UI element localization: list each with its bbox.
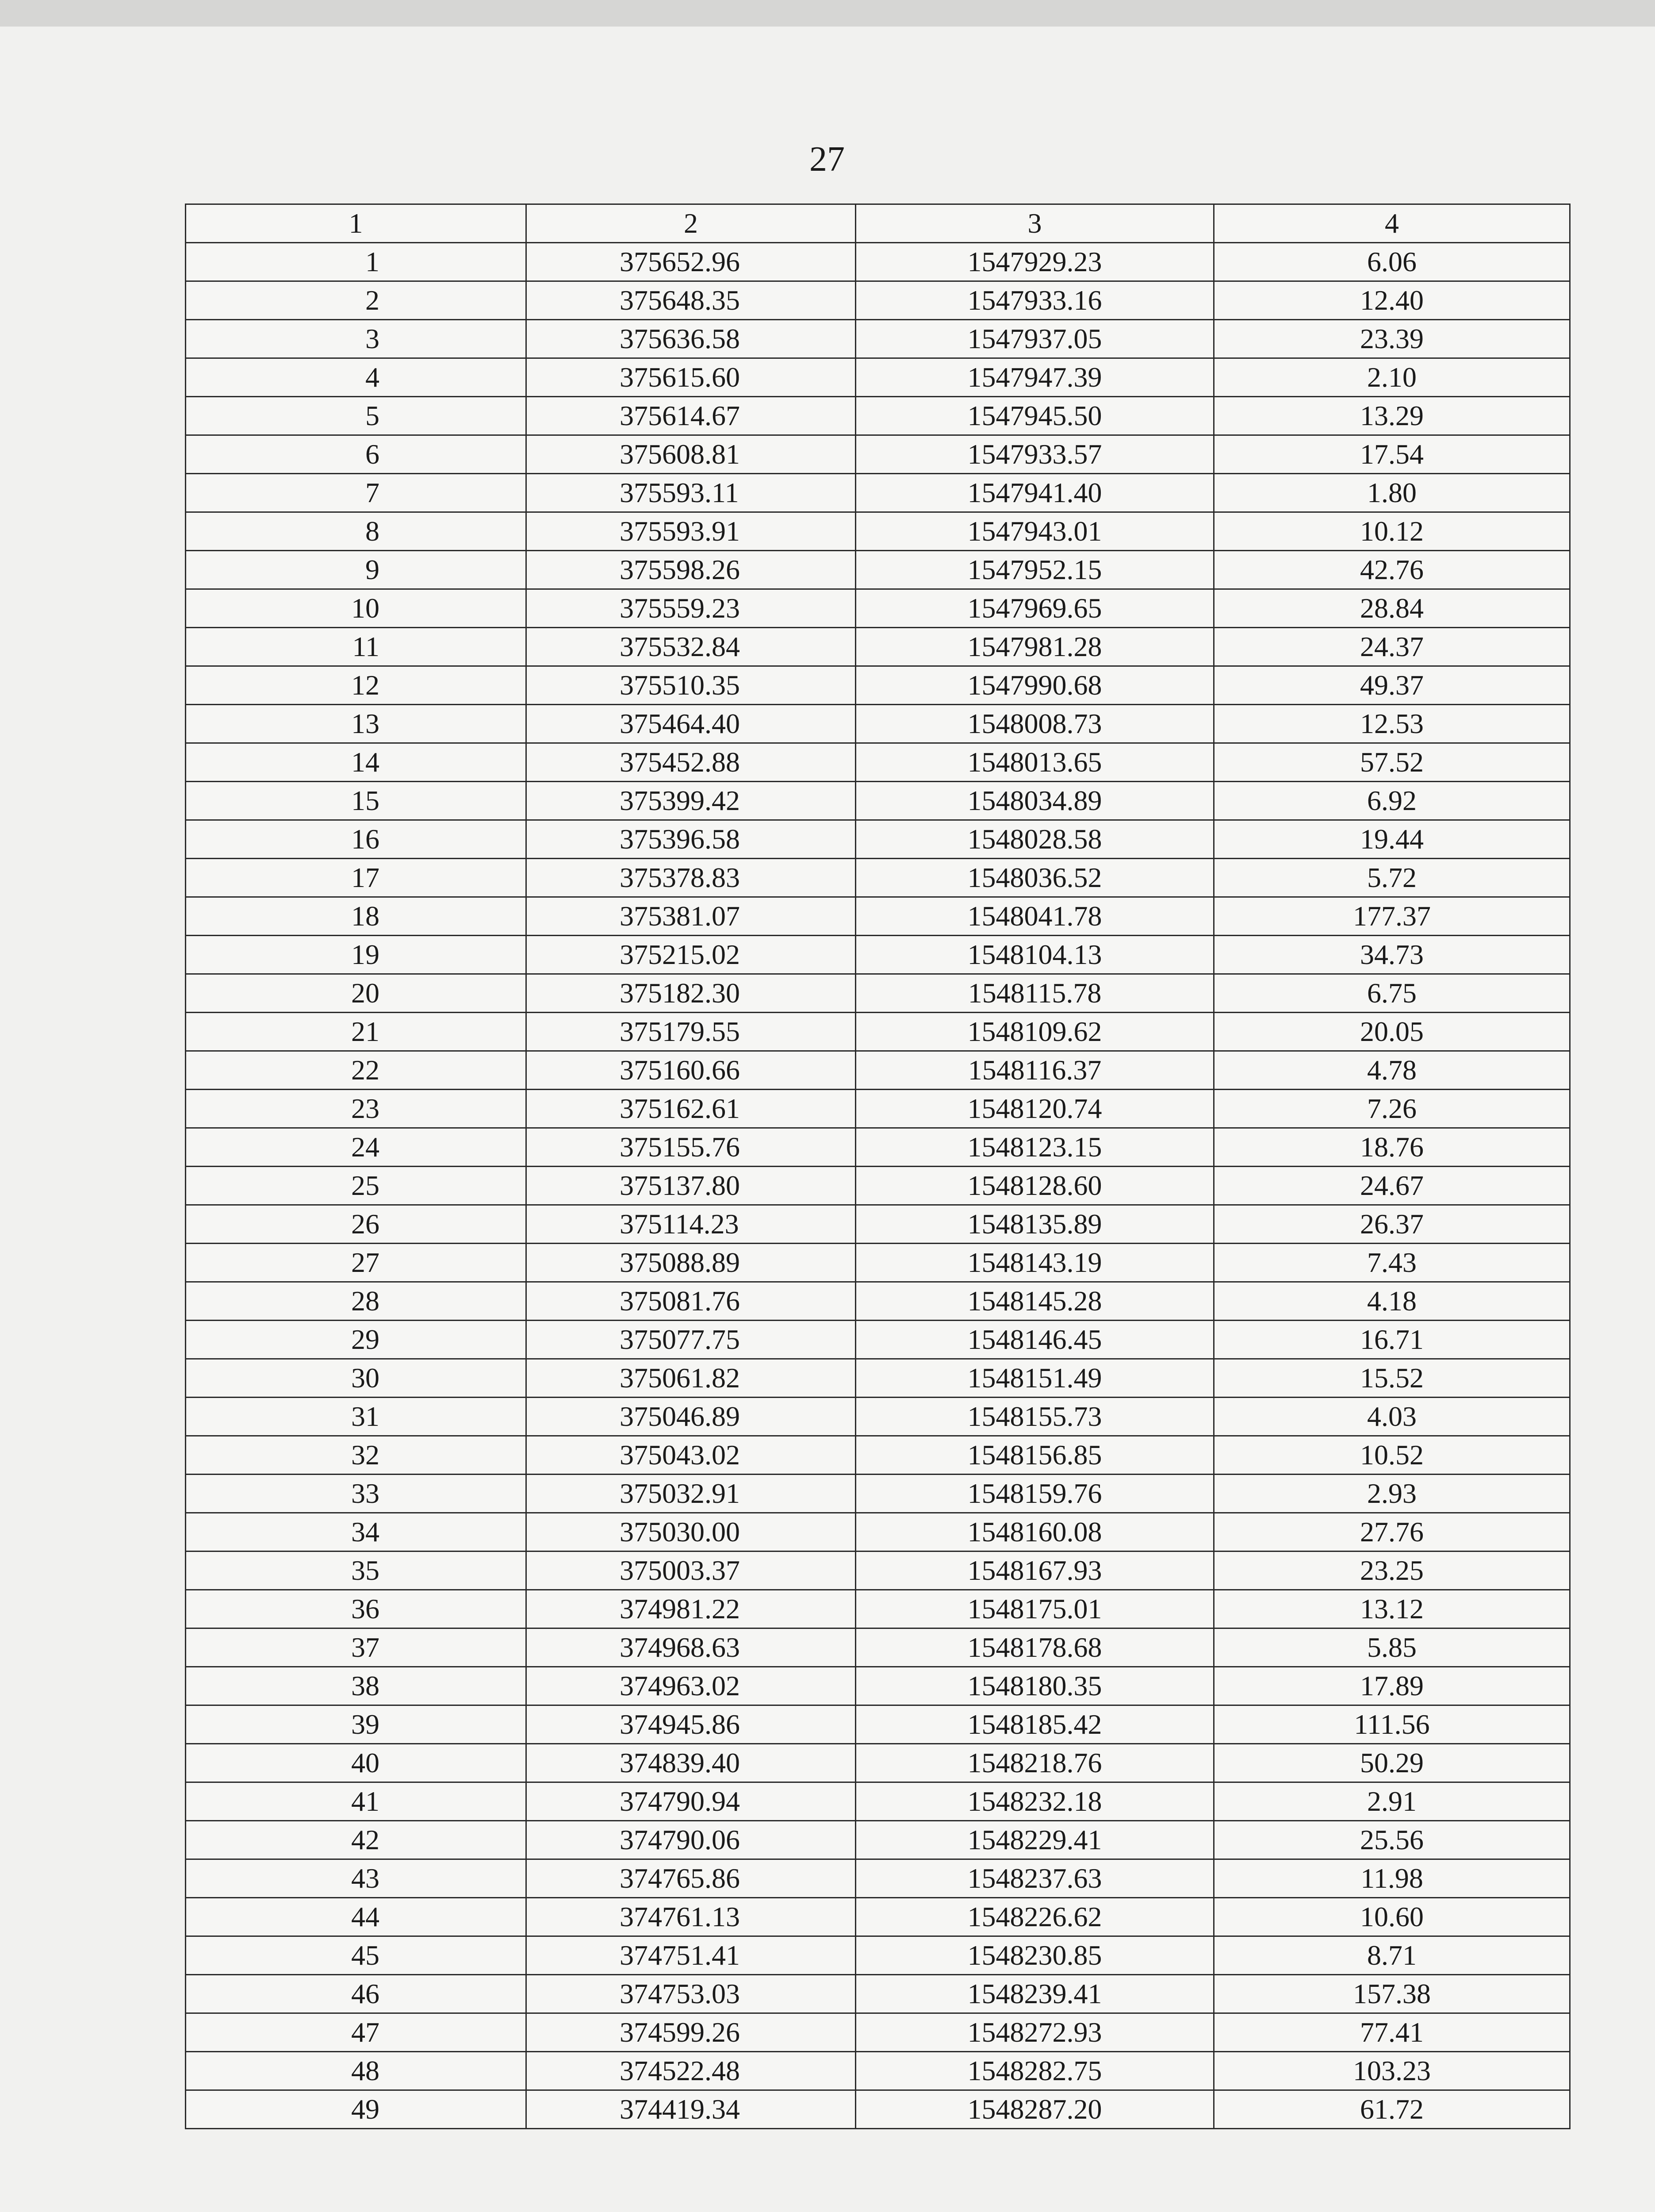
table-row	[186, 705, 1570, 743]
x-coordinate-cell: 375032.91	[526, 1475, 856, 1513]
segment-length-cell: 50.29	[1214, 1744, 1570, 1782]
y-coordinate-cell: 1547929.23	[856, 243, 1214, 281]
point-number-cell: 24	[186, 1128, 526, 1167]
segment-length-cell: 2.93	[1214, 1475, 1570, 1513]
table-row	[186, 1744, 1570, 1782]
table-row	[186, 1051, 1570, 1090]
point-number-cell: 22	[186, 1051, 526, 1090]
point-number-cell: 11	[186, 628, 526, 666]
segment-length-cell: 12.40	[1214, 281, 1570, 320]
point-number-cell: 21	[186, 1013, 526, 1051]
y-coordinate-cell: 1547969.65	[856, 589, 1214, 628]
point-number-cell: 29	[186, 1321, 526, 1359]
segment-length-cell: 2.10	[1214, 358, 1570, 397]
point-number-cell: 8	[186, 512, 526, 551]
segment-length-cell: 12.53	[1214, 705, 1570, 743]
y-coordinate-cell: 1548041.78	[856, 897, 1214, 936]
x-coordinate-cell: 374419.34	[526, 2090, 856, 2129]
segment-length-cell: 20.05	[1214, 1013, 1570, 1051]
coordinates-table	[185, 204, 1571, 2129]
x-coordinate-cell: 375081.76	[526, 1282, 856, 1321]
y-coordinate-cell: 1548232.18	[856, 1782, 1214, 1821]
y-coordinate-cell: 1548013.65	[856, 743, 1214, 782]
table-row	[186, 1821, 1570, 1859]
y-coordinate-cell: 1548128.60	[856, 1167, 1214, 1205]
x-coordinate-cell: 375464.40	[526, 705, 856, 743]
x-coordinate-cell: 375088.89	[526, 1244, 856, 1282]
table-row	[186, 1975, 1570, 2013]
table-row	[186, 1859, 1570, 1898]
x-coordinate-cell: 374839.40	[526, 1744, 856, 1782]
scan-top-border	[0, 0, 1655, 27]
table-row	[186, 936, 1570, 974]
y-coordinate-cell: 1548104.13	[856, 936, 1214, 974]
x-coordinate-cell: 375162.61	[526, 1090, 856, 1128]
y-coordinate-cell: 1547933.16	[856, 281, 1214, 320]
point-number-cell: 49	[186, 2090, 526, 2129]
segment-length-cell: 15.52	[1214, 1359, 1570, 1398]
segment-length-cell: 42.76	[1214, 551, 1570, 589]
x-coordinate-cell: 375510.35	[526, 666, 856, 705]
segment-length-cell: 4.03	[1214, 1398, 1570, 1436]
segment-length-cell: 18.76	[1214, 1128, 1570, 1167]
y-coordinate-cell: 1548272.93	[856, 2013, 1214, 2052]
y-coordinate-cell: 1547937.05	[856, 320, 1214, 358]
point-number-cell: 28	[186, 1282, 526, 1321]
x-coordinate-cell: 374968.63	[526, 1628, 856, 1667]
y-coordinate-cell: 1548146.45	[856, 1321, 1214, 1359]
segment-length-cell: 28.84	[1214, 589, 1570, 628]
segment-length-cell: 6.06	[1214, 243, 1570, 281]
x-coordinate-cell: 375598.26	[526, 551, 856, 589]
segment-length-cell: 10.52	[1214, 1436, 1570, 1475]
y-coordinate-cell: 1548180.35	[856, 1667, 1214, 1705]
y-coordinate-cell: 1548287.20	[856, 2090, 1214, 2129]
x-coordinate-cell: 374963.02	[526, 1667, 856, 1705]
y-coordinate-cell: 1548185.42	[856, 1705, 1214, 1744]
y-coordinate-cell: 1547933.57	[856, 435, 1214, 474]
point-number-cell: 9	[186, 551, 526, 589]
point-number-cell: 17	[186, 859, 526, 897]
x-coordinate-cell: 375593.11	[526, 474, 856, 512]
point-number-cell: 41	[186, 1782, 526, 1821]
point-number-cell: 34	[186, 1513, 526, 1551]
segment-length-cell: 111.56	[1214, 1705, 1570, 1744]
point-number-cell: 25	[186, 1167, 526, 1205]
segment-length-cell: 26.37	[1214, 1205, 1570, 1244]
segment-length-cell: 10.12	[1214, 512, 1570, 551]
point-number-cell: 46	[186, 1975, 526, 2013]
table-row	[186, 1782, 1570, 1821]
table-row	[186, 743, 1570, 782]
table-row	[186, 474, 1570, 512]
x-coordinate-cell: 375155.76	[526, 1128, 856, 1167]
y-coordinate-cell: 1548175.01	[856, 1590, 1214, 1628]
point-number-cell: 32	[186, 1436, 526, 1475]
x-coordinate-cell: 375215.02	[526, 936, 856, 974]
x-coordinate-cell: 374753.03	[526, 1975, 856, 2013]
x-coordinate-cell: 374945.86	[526, 1705, 856, 1744]
x-coordinate-cell: 374790.94	[526, 1782, 856, 1821]
table-row	[186, 281, 1570, 320]
y-coordinate-cell: 1548036.52	[856, 859, 1214, 897]
table-row	[186, 1628, 1570, 1667]
table-row	[186, 1513, 1570, 1551]
x-coordinate-cell: 375559.23	[526, 589, 856, 628]
y-coordinate-cell: 1548116.37	[856, 1051, 1214, 1090]
table-row	[186, 243, 1570, 281]
x-coordinate-cell: 375614.67	[526, 397, 856, 435]
table-row	[186, 1936, 1570, 1975]
y-coordinate-cell: 1548034.89	[856, 782, 1214, 820]
table-row	[186, 820, 1570, 859]
point-number-cell: 4	[186, 358, 526, 397]
segment-length-cell: 5.85	[1214, 1628, 1570, 1667]
y-coordinate-cell: 1548229.41	[856, 1821, 1214, 1859]
x-coordinate-cell: 374522.48	[526, 2052, 856, 2090]
point-number-cell: 23	[186, 1090, 526, 1128]
table-row	[186, 1705, 1570, 1744]
table-row	[186, 1667, 1570, 1705]
table-row	[186, 1205, 1570, 1244]
segment-length-cell: 34.73	[1214, 936, 1570, 974]
table-row	[186, 512, 1570, 551]
segment-length-cell: 6.75	[1214, 974, 1570, 1013]
y-coordinate-cell: 1548218.76	[856, 1744, 1214, 1782]
y-coordinate-cell: 1548178.68	[856, 1628, 1214, 1667]
point-number-cell: 35	[186, 1551, 526, 1590]
segment-length-cell: 17.89	[1214, 1667, 1570, 1705]
column-header-point-number: 1	[186, 204, 526, 243]
point-number-cell: 2	[186, 281, 526, 320]
point-number-cell: 1	[186, 243, 526, 281]
table-row	[186, 1090, 1570, 1128]
point-number-cell: 39	[186, 1705, 526, 1744]
table-row	[186, 358, 1570, 397]
segment-length-cell: 10.60	[1214, 1898, 1570, 1936]
point-number-cell: 44	[186, 1898, 526, 1936]
y-coordinate-cell: 1548167.93	[856, 1551, 1214, 1590]
column-header-x-coordinate: 2	[526, 204, 856, 243]
point-number-cell: 37	[186, 1628, 526, 1667]
table-row	[186, 320, 1570, 358]
table-row	[186, 1398, 1570, 1436]
y-coordinate-cell: 1548237.63	[856, 1859, 1214, 1898]
point-number-cell: 38	[186, 1667, 526, 1705]
y-coordinate-cell: 1548143.19	[856, 1244, 1214, 1282]
x-coordinate-cell: 375636.58	[526, 320, 856, 358]
segment-length-cell: 23.25	[1214, 1551, 1570, 1590]
table-row	[186, 1128, 1570, 1167]
table-row	[186, 397, 1570, 435]
segment-length-cell: 16.71	[1214, 1321, 1570, 1359]
point-number-cell: 12	[186, 666, 526, 705]
table-row	[186, 551, 1570, 589]
table-row	[186, 1013, 1570, 1051]
point-number-cell: 5	[186, 397, 526, 435]
x-coordinate-cell: 375030.00	[526, 1513, 856, 1551]
y-coordinate-cell: 1548145.28	[856, 1282, 1214, 1321]
table-row	[186, 2013, 1570, 2052]
y-coordinate-cell: 1548151.49	[856, 1359, 1214, 1398]
y-coordinate-cell: 1548135.89	[856, 1205, 1214, 1244]
y-coordinate-cell: 1548109.62	[856, 1013, 1214, 1051]
point-number-cell: 40	[186, 1744, 526, 1782]
x-coordinate-cell: 374761.13	[526, 1898, 856, 1936]
x-coordinate-cell: 375608.81	[526, 435, 856, 474]
y-coordinate-cell: 1548008.73	[856, 705, 1214, 743]
segment-length-cell: 24.67	[1214, 1167, 1570, 1205]
x-coordinate-cell: 375593.91	[526, 512, 856, 551]
segment-length-cell: 5.72	[1214, 859, 1570, 897]
table-row	[186, 1475, 1570, 1513]
segment-length-cell: 8.71	[1214, 1936, 1570, 1975]
x-coordinate-cell: 374751.41	[526, 1936, 856, 1975]
point-number-cell: 36	[186, 1590, 526, 1628]
table-row	[186, 1436, 1570, 1475]
x-coordinate-cell: 375396.58	[526, 820, 856, 859]
table-row	[186, 1898, 1570, 1936]
x-coordinate-cell: 374765.86	[526, 1859, 856, 1898]
table-row	[186, 1282, 1570, 1321]
y-coordinate-cell: 1548156.85	[856, 1436, 1214, 1475]
table-body	[186, 243, 1570, 2129]
point-number-cell: 45	[186, 1936, 526, 1975]
y-coordinate-cell: 1547952.15	[856, 551, 1214, 589]
x-coordinate-cell: 375378.83	[526, 859, 856, 897]
x-coordinate-cell: 375061.82	[526, 1359, 856, 1398]
point-number-cell: 26	[186, 1205, 526, 1244]
segment-length-cell: 103.23	[1214, 2052, 1570, 2090]
point-number-cell: 13	[186, 705, 526, 743]
y-coordinate-cell: 1548028.58	[856, 820, 1214, 859]
segment-length-cell: 4.78	[1214, 1051, 1570, 1090]
x-coordinate-cell: 375182.30	[526, 974, 856, 1013]
point-number-cell: 48	[186, 2052, 526, 2090]
table-row	[186, 589, 1570, 628]
x-coordinate-cell: 374790.06	[526, 1821, 856, 1859]
point-number-cell: 6	[186, 435, 526, 474]
y-coordinate-cell: 1548120.74	[856, 1090, 1214, 1128]
segment-length-cell: 57.52	[1214, 743, 1570, 782]
segment-length-cell: 49.37	[1214, 666, 1570, 705]
x-coordinate-cell: 375652.96	[526, 243, 856, 281]
segment-length-cell: 13.12	[1214, 1590, 1570, 1628]
x-coordinate-cell: 374981.22	[526, 1590, 856, 1628]
x-coordinate-cell: 375114.23	[526, 1205, 856, 1244]
x-coordinate-cell: 375532.84	[526, 628, 856, 666]
y-coordinate-cell: 1547943.01	[856, 512, 1214, 551]
x-coordinate-cell: 375160.66	[526, 1051, 856, 1090]
table-row	[186, 859, 1570, 897]
y-coordinate-cell: 1548115.78	[856, 974, 1214, 1013]
x-coordinate-cell: 374599.26	[526, 2013, 856, 2052]
table-row	[186, 1551, 1570, 1590]
y-coordinate-cell: 1548230.85	[856, 1936, 1214, 1975]
y-coordinate-cell: 1548239.41	[856, 1975, 1214, 2013]
y-coordinate-cell: 1547945.50	[856, 397, 1214, 435]
segment-length-cell: 7.26	[1214, 1090, 1570, 1128]
point-number-cell: 10	[186, 589, 526, 628]
segment-length-cell: 6.92	[1214, 782, 1570, 820]
table-row	[186, 782, 1570, 820]
point-number-cell: 42	[186, 1821, 526, 1859]
x-coordinate-cell: 375137.80	[526, 1167, 856, 1205]
table-row	[186, 1590, 1570, 1628]
table-row	[186, 1321, 1570, 1359]
segment-length-cell: 2.91	[1214, 1782, 1570, 1821]
point-number-cell: 20	[186, 974, 526, 1013]
point-number-cell: 15	[186, 782, 526, 820]
table-row	[186, 1359, 1570, 1398]
y-coordinate-cell: 1548160.08	[856, 1513, 1214, 1551]
table-row	[186, 2090, 1570, 2129]
header-row	[186, 204, 1570, 243]
table-row	[186, 435, 1570, 474]
x-coordinate-cell: 375381.07	[526, 897, 856, 936]
y-coordinate-cell: 1547941.40	[856, 474, 1214, 512]
table-row	[186, 1244, 1570, 1282]
segment-length-cell: 25.56	[1214, 1821, 1570, 1859]
x-coordinate-cell: 375043.02	[526, 1436, 856, 1475]
point-number-cell: 47	[186, 2013, 526, 2052]
y-coordinate-cell: 1547990.68	[856, 666, 1214, 705]
segment-length-cell: 11.98	[1214, 1859, 1570, 1898]
x-coordinate-cell: 375648.35	[526, 281, 856, 320]
segment-length-cell: 17.54	[1214, 435, 1570, 474]
point-number-cell: 3	[186, 320, 526, 358]
y-coordinate-cell: 1548155.73	[856, 1398, 1214, 1436]
table-row	[186, 974, 1570, 1013]
table-header	[186, 204, 1570, 243]
column-header-y-coordinate: 3	[856, 204, 1214, 243]
segment-length-cell: 19.44	[1214, 820, 1570, 859]
table-row	[186, 666, 1570, 705]
x-coordinate-cell: 375399.42	[526, 782, 856, 820]
segment-length-cell: 7.43	[1214, 1244, 1570, 1282]
point-number-cell: 16	[186, 820, 526, 859]
x-coordinate-cell: 375179.55	[526, 1013, 856, 1051]
table-row	[186, 897, 1570, 936]
x-coordinate-cell: 375046.89	[526, 1398, 856, 1436]
point-number-cell: 7	[186, 474, 526, 512]
segment-length-cell: 177.37	[1214, 897, 1570, 936]
x-coordinate-cell: 375452.88	[526, 743, 856, 782]
point-number-cell: 18	[186, 897, 526, 936]
point-number-cell: 43	[186, 1859, 526, 1898]
point-number-cell: 14	[186, 743, 526, 782]
segment-length-cell: 4.18	[1214, 1282, 1570, 1321]
table-row	[186, 628, 1570, 666]
point-number-cell: 19	[186, 936, 526, 974]
segment-length-cell: 13.29	[1214, 397, 1570, 435]
y-coordinate-cell: 1547947.39	[856, 358, 1214, 397]
segment-length-cell: 24.37	[1214, 628, 1570, 666]
segment-length-cell: 157.38	[1214, 1975, 1570, 2013]
y-coordinate-cell: 1548123.15	[856, 1128, 1214, 1167]
point-number-cell: 30	[186, 1359, 526, 1398]
page-number: 27	[809, 140, 845, 179]
x-coordinate-cell: 375077.75	[526, 1321, 856, 1359]
segment-length-cell: 23.39	[1214, 320, 1570, 358]
y-coordinate-cell: 1547981.28	[856, 628, 1214, 666]
point-number-cell: 33	[186, 1475, 526, 1513]
segment-length-cell: 1.80	[1214, 474, 1570, 512]
x-coordinate-cell: 375615.60	[526, 358, 856, 397]
column-header-segment-length: 4	[1214, 204, 1570, 243]
segment-length-cell: 77.41	[1214, 2013, 1570, 2052]
table-row	[186, 1167, 1570, 1205]
x-coordinate-cell: 375003.37	[526, 1551, 856, 1590]
point-number-cell: 31	[186, 1398, 526, 1436]
segment-length-cell: 61.72	[1214, 2090, 1570, 2129]
y-coordinate-cell: 1548226.62	[856, 1898, 1214, 1936]
table-row	[186, 2052, 1570, 2090]
segment-length-cell: 27.76	[1214, 1513, 1570, 1551]
y-coordinate-cell: 1548159.76	[856, 1475, 1214, 1513]
point-number-cell: 27	[186, 1244, 526, 1282]
y-coordinate-cell: 1548282.75	[856, 2052, 1214, 2090]
